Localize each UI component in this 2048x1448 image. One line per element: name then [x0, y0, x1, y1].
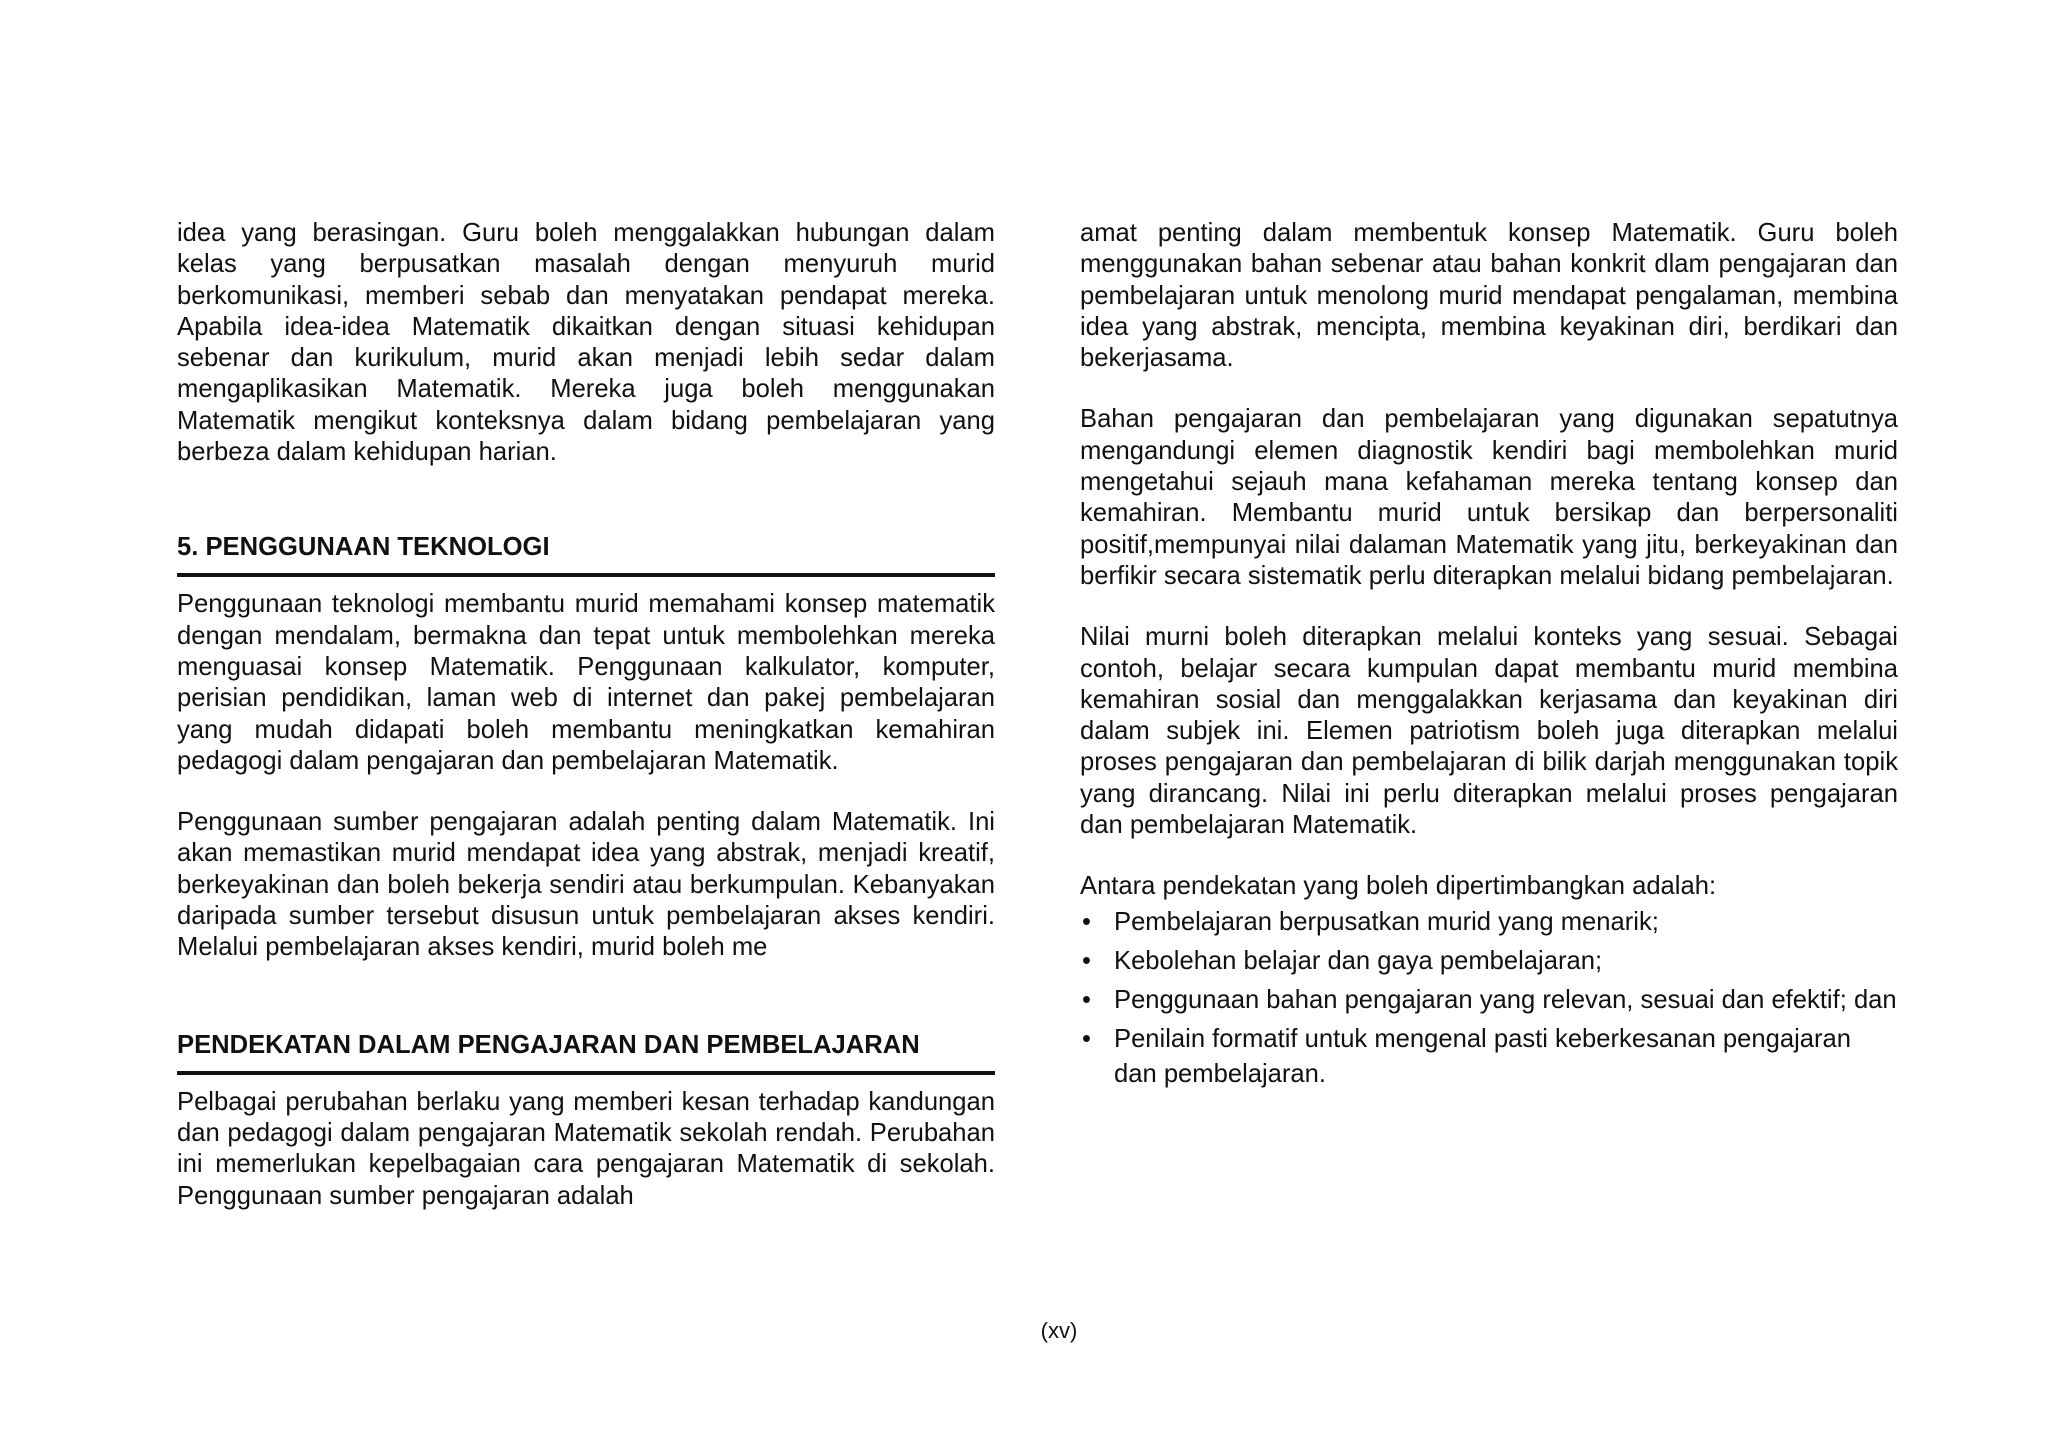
left-column — [177, 218, 995, 1212]
list-item-text: Penilain formatif untuk mengenal pasti keberkesanan pengajaran dan pembelajaran. — [1114, 1024, 1852, 1088]
paragraph-spacer — [1080, 841, 1898, 871]
right-paragraph-4: Antara pendekatan yang boleh dipertimbangkan adalah: — [1080, 872, 1717, 901]
paragraph-spacer — [177, 777, 995, 807]
right-paragraph-1: amat penting dalam membentuk konsep Matematik. Guru boleh menggunakan bahan sebenar atau bahan konkrit dlam pengajaran dan pembelajaran untuk menolong murid mendapat pengalaman, membina idea yang abstrak, mencipta, membina keyakinan diri, berdikari dan bekerjasama. — [1080, 219, 1898, 373]
left-paragraph-3: Penggunaan sumber pengajaran adalah penting dalam Matematik. Ini akan memastikan murid mendapat idea yang abstrak, menjadi kreatif, berkeyakinan dan boleh bekerja sendiri atau berkumpulan. Kebanyakan daripada sumber tersebut disusun untuk pembelajaran akses kendiri. Melalui pembelajaran akses kendiri, murid boleh me — [177, 808, 995, 962]
list-item-text: Pembelajaran berpusatkan murid yang menarik; — [1114, 907, 1659, 936]
paragraph-spacer — [1080, 374, 1898, 404]
list-item — [1080, 905, 1898, 940]
left-paragraph-4: Pelbagai perubahan berlaku yang memberi kesan terhadap kandungan dan pedagogi dalam pengajaran Matematik sekolah rendah. Perubahan ini memerlukan kepelbagaian cara pengajaran Matematik di sekolah. Penggunaan sumber pengajaran adalah — [177, 1087, 995, 1210]
list-item — [1080, 944, 1898, 979]
paragraph-spacer — [1080, 592, 1898, 622]
bullet-icon: • — [1082, 907, 1091, 936]
right-paragraph-3: Nilai murni boleh diterapkan melalui konteks yang sesuai. Sebagai contoh, belajar secara kumpulan dapat membantu murid membina kemahiran sosial dan menggalakkan kerjasama dan keyakinan diri dalam subjek ini. Elemen patriotism boleh juga diterapkan melalui proses pengajaran dan pembelajaran di bilik darjah menggunakan topik yang dirancang. Nilai ini perlu diterapkan melalui proses pengajaran dan pembelajaran Matematik. — [1080, 623, 1898, 840]
right-paragraph-2: Bahan pengajaran dan pembelajaran yang digunakan sepatutnya mengandungi elemen diagnostik kendiri bagi membolehkan murid mengetahui sejauh mana kefahaman mereka tentang konsep dan kemahiran. Membantu murid untuk bersikap dan berpersonaliti positif,mempunyai nilai dalaman Matematik yang jitu, berkeyakinan dan berfikir secara sistematik perlu diterapkan melalui bidang pembelajaran. — [1080, 405, 1898, 590]
page-number: (xv) — [1040, 1318, 1078, 1343]
list-item-text: Kebolehan belajar dan gaya pembelajaran; — [1114, 946, 1603, 975]
list-item-text: Penggunaan bahan pengajaran yang relevan, sesuai dan efektif; dan — [1114, 985, 1897, 1014]
bullet-icon: • — [1082, 1024, 1091, 1053]
section-heading-technology: 5. PENGGUNAAN TEKNOLOGI — [177, 532, 995, 577]
left-paragraph-2: Penggunaan teknologi membantu murid memahami konsep matematik dengan mendalam, bermakna dan tepat untuk membolehkan mereka menguasai konsep Matematik. Penggunaan kalkulator, komputer, perisian pendidikan, laman web di internet dan pakej pembelajaran yang mudah didapati boleh membantu meningkatkan kemahiran pedagogi dalam pengajaran dan pembelajaran Matematik. — [177, 590, 995, 775]
list-item — [1080, 1022, 1898, 1092]
bullet-icon: • — [1082, 985, 1091, 1014]
left-paragraph-1: idea yang berasingan. Guru boleh menggalakkan hubungan dalam kelas yang berpusatkan masalah dengan menyuruh murid berkomunikasi, memberi sebab dan menyatakan pendapat mereka. Apabila idea-idea Matematik dikaitkan dengan situasi kehidupan sebenar dan kurikulum, murid akan menjadi lebih sedar dalam mengaplikasikan Matematik. Mereka juga boleh menggunakan Matematik mengikut konteksnya dalam bidang pembelajaran yang berbeza dalam kehidupan harian. — [177, 219, 995, 467]
approach-list — [1080, 905, 1898, 1092]
section-heading-approach: PENDEKATAN DALAM PENGAJARAN DAN PEMBELAJARAN — [177, 1030, 995, 1075]
list-item — [1080, 983, 1898, 1018]
right-column — [1080, 218, 1898, 1096]
bullet-icon: • — [1082, 946, 1091, 975]
